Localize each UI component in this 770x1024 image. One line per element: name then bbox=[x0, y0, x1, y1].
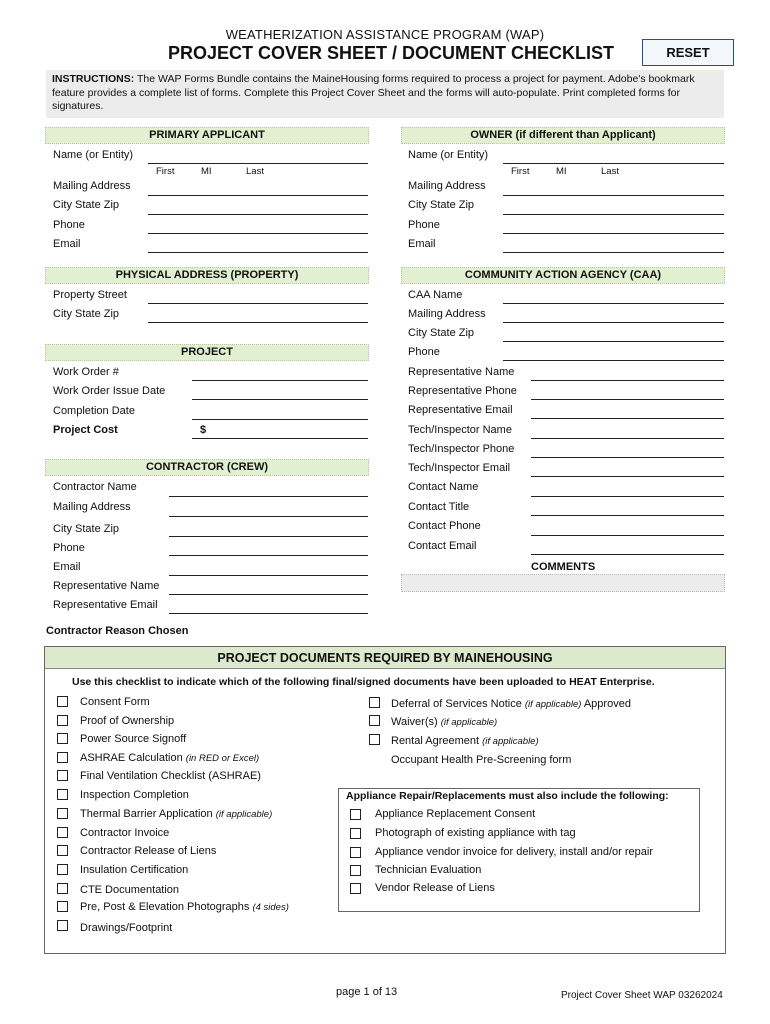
consent-form-checkbox[interactable] bbox=[57, 696, 68, 707]
contractor-invoice-checkbox[interactable] bbox=[57, 827, 68, 838]
appliance-consent-label: Appliance Replacement Consent bbox=[375, 808, 536, 820]
thermal-barrier-checkbox[interactable] bbox=[57, 808, 68, 819]
caa-header: COMMUNITY ACTION AGENCY (CAA) bbox=[401, 267, 725, 284]
caa-rep-name-label: Representative Name bbox=[408, 366, 515, 378]
caa-contact-phone-label: Contact Phone bbox=[408, 520, 481, 532]
document-id: Project Cover Sheet WAP 03262024 bbox=[561, 990, 723, 1001]
inspection-completion-label: Inspection Completion bbox=[80, 789, 189, 801]
page-title: PROJECT COVER SHEET / DOCUMENT CHECKLIST bbox=[168, 43, 615, 63]
owner-last-label: Last bbox=[601, 166, 619, 177]
final-ventilation-label: Final Ventilation Checklist (ASHRAE) bbox=[80, 770, 261, 782]
completion-date-field[interactable] bbox=[192, 419, 368, 420]
contractor-email-label: Email bbox=[53, 561, 81, 573]
appliance-consent-checkbox[interactable] bbox=[350, 809, 361, 820]
deferral-notice-note: (if applicable) bbox=[524, 699, 582, 710]
caa-contact-name-label: Contact Name bbox=[408, 481, 479, 493]
photographs-checkbox[interactable] bbox=[57, 901, 68, 912]
contractor-phone-label: Phone bbox=[53, 542, 85, 554]
primary-applicant-header: PRIMARY APPLICANT bbox=[45, 127, 369, 144]
applicant-email-label: Email bbox=[53, 238, 81, 250]
comments-field[interactable] bbox=[401, 574, 725, 592]
issue-date-label: Work Order Issue Date bbox=[53, 385, 166, 397]
caa-rep-name-field[interactable] bbox=[531, 380, 724, 381]
work-order-field[interactable] bbox=[192, 380, 368, 381]
instructions-text: The WAP Forms Bundle contains the MaineHousing forms required to process a project for payment. Adobe's bookmark feature provides a complete list of forms. Complete this Project Cover Sheet and the forms will auto-populate. Print completed forms for signatures. bbox=[52, 73, 695, 112]
thermal-barrier-label: Thermal Barrier Application (if applicable) bbox=[80, 808, 273, 820]
inspection-completion-checkbox[interactable] bbox=[57, 789, 68, 800]
page-number: page 1 of 13 bbox=[336, 986, 398, 998]
owner-mi-label: MI bbox=[556, 166, 567, 177]
contractor-mailing-field[interactable] bbox=[169, 516, 368, 517]
occupant-health-label: Occupant Health Pre-Screening form bbox=[391, 754, 572, 766]
instructions bbox=[46, 70, 724, 118]
contractor-release-checkbox[interactable] bbox=[57, 845, 68, 856]
waivers-label: Waiver(s) (if applicable) bbox=[391, 716, 498, 728]
project-header: PROJECT bbox=[45, 344, 369, 361]
caa-contact-title-field[interactable] bbox=[531, 515, 724, 516]
applicant-phone-label: Phone bbox=[53, 219, 85, 231]
caa-tech-email-label: Tech/Inspector Email bbox=[408, 462, 511, 474]
property-street-field[interactable] bbox=[148, 303, 368, 304]
rental-agreement-checkbox[interactable] bbox=[369, 734, 380, 745]
rental-agreement-label: Rental Agreement (if applicable) bbox=[391, 735, 539, 747]
applicant-mi-label: MI bbox=[201, 166, 212, 177]
thermal-barrier-note: (if applicable) bbox=[215, 809, 273, 820]
contractor-invoice-label: Contractor Invoice bbox=[80, 827, 170, 839]
caa-contact-name-field[interactable] bbox=[531, 496, 724, 497]
caa-rep-email-label: Representative Email bbox=[408, 404, 513, 416]
contractor-phone-field[interactable] bbox=[169, 555, 368, 556]
appliance-invoice-label: Appliance vendor invoice for delivery, install and/or repair bbox=[375, 846, 653, 858]
contractor-rep-name-label: Representative Name bbox=[53, 580, 160, 592]
owner-name-field[interactable] bbox=[503, 163, 724, 164]
applicant-mailing-field[interactable] bbox=[148, 195, 368, 196]
ashrae-calc-note: (in RED or Excel) bbox=[185, 753, 260, 764]
applicant-name-field[interactable] bbox=[148, 163, 368, 164]
project-cost-label: Project Cost bbox=[53, 424, 118, 436]
applicant-email-field[interactable] bbox=[148, 252, 368, 253]
deferral-notice-checkbox[interactable] bbox=[369, 697, 380, 708]
completion-date-label: Completion Date bbox=[53, 405, 135, 417]
owner-phone-field[interactable] bbox=[503, 233, 724, 234]
owner-header: OWNER (if different than Applicant) bbox=[401, 127, 725, 144]
caa-phone-field[interactable] bbox=[503, 360, 724, 361]
caa-tech-name-field[interactable] bbox=[531, 438, 724, 439]
contractor-rep-email-field[interactable] bbox=[169, 613, 368, 614]
appliance-photo-checkbox[interactable] bbox=[350, 828, 361, 839]
caa-rep-phone-field[interactable] bbox=[531, 399, 724, 400]
power-source-checkbox[interactable] bbox=[57, 733, 68, 744]
caa-tech-name-label: Tech/Inspector Name bbox=[408, 424, 512, 436]
appliance-photo-label: Photograph of existing appliance with tag bbox=[375, 827, 576, 839]
caa-tech-email-field[interactable] bbox=[531, 476, 724, 477]
documents-instruction: Use this checklist to indicate which of the following final/signed documents have been uploaded to HEAT Enterprise. bbox=[72, 676, 655, 688]
caa-tech-phone-field[interactable] bbox=[531, 457, 724, 458]
contractor-email-field[interactable] bbox=[169, 575, 368, 576]
owner-phone-label: Phone bbox=[408, 219, 440, 231]
applicant-city-label: City State Zip bbox=[53, 199, 120, 211]
contractor-release-label: Contractor Release of Liens bbox=[80, 845, 217, 857]
physical-address-header: PHYSICAL ADDRESS (PROPERTY) bbox=[45, 267, 369, 284]
insulation-cert-label: Insulation Certification bbox=[80, 864, 189, 876]
consent-form-label: Consent Form bbox=[80, 696, 150, 708]
property-city-field[interactable] bbox=[148, 322, 368, 323]
caa-tech-phone-label: Tech/Inspector Phone bbox=[408, 443, 515, 455]
proof-of-ownership-checkbox[interactable] bbox=[57, 715, 68, 726]
project-cost-field[interactable] bbox=[192, 438, 368, 439]
technician-eval-label: Technician Evaluation bbox=[375, 864, 482, 876]
caa-name-label: CAA Name bbox=[408, 289, 463, 301]
applicant-name-label: Name (or Entity) bbox=[53, 149, 134, 161]
applicant-phone-field[interactable] bbox=[148, 233, 368, 234]
drawings-label: Drawings/Footprint bbox=[80, 922, 173, 934]
contractor-city-field[interactable] bbox=[169, 536, 368, 537]
owner-city-field[interactable] bbox=[503, 214, 724, 215]
comments-label: COMMENTS bbox=[531, 561, 596, 573]
photographs-label: Pre, Post & Elevation Photographs (4 sides) bbox=[80, 901, 289, 913]
rental-agreement-note: (if applicable) bbox=[482, 736, 539, 747]
contractor-name-field[interactable] bbox=[169, 496, 368, 497]
appliance-invoice-checkbox[interactable] bbox=[350, 847, 361, 858]
caa-contact-email-label: Contact Email bbox=[408, 540, 477, 552]
contractor-name-label: Contractor Name bbox=[53, 481, 137, 493]
property-street-label: Property Street bbox=[53, 289, 127, 301]
cte-documentation-checkbox[interactable] bbox=[57, 883, 68, 894]
owner-mailing-label: Mailing Address bbox=[408, 180, 486, 192]
contractor-mailing-label: Mailing Address bbox=[53, 501, 131, 513]
caa-mailing-label: Mailing Address bbox=[408, 308, 486, 320]
documents-header: PROJECT DOCUMENTS REQUIRED BY MAINEHOUSING bbox=[45, 647, 725, 669]
applicant-last-label: Last bbox=[246, 166, 264, 177]
ashrae-calc-label: ASHRAE Calculation (in RED or Excel) bbox=[80, 752, 260, 764]
owner-name-label: Name (or Entity) bbox=[408, 149, 489, 161]
photographs-note: (4 sides) bbox=[252, 902, 289, 913]
owner-email-label: Email bbox=[408, 238, 436, 250]
instructions-label: INSTRUCTIONS: bbox=[52, 73, 135, 85]
contractor-rep-email-label: Representative Email bbox=[53, 599, 158, 611]
drawings-checkbox[interactable] bbox=[57, 920, 68, 931]
vendor-release-checkbox[interactable] bbox=[350, 883, 361, 894]
owner-city-label: City State Zip bbox=[408, 199, 475, 211]
reset-button[interactable]: RESET bbox=[642, 39, 734, 66]
applicant-mailing-label: Mailing Address bbox=[53, 180, 131, 192]
work-order-label: Work Order # bbox=[53, 366, 119, 378]
caa-city-field[interactable] bbox=[503, 341, 724, 342]
appliance-title: Appliance Repair/Replacements must also include the following: bbox=[346, 790, 669, 802]
contractor-header: CONTRACTOR (CREW) bbox=[45, 459, 369, 476]
caa-contact-title-label: Contact Title bbox=[408, 501, 470, 513]
waivers-note: (if applicable) bbox=[440, 717, 498, 728]
caa-mailing-field[interactable] bbox=[503, 322, 724, 323]
caa-rep-email-field[interactable] bbox=[531, 418, 724, 419]
owner-email-field[interactable] bbox=[503, 252, 724, 253]
applicant-city-field[interactable] bbox=[148, 214, 368, 215]
property-city-label: City State Zip bbox=[53, 308, 120, 320]
contractor-city-label: City State Zip bbox=[53, 523, 120, 535]
caa-name-field[interactable] bbox=[503, 303, 724, 304]
caa-phone-label: Phone bbox=[408, 346, 440, 358]
deferral-notice-label: Deferral of Services Notice (if applicable) Approved bbox=[391, 698, 631, 710]
waivers-checkbox[interactable] bbox=[369, 715, 380, 726]
caa-contact-email-field[interactable] bbox=[531, 554, 724, 555]
applicant-first-label: First bbox=[156, 166, 175, 177]
cte-documentation-label: CTE Documentation bbox=[80, 884, 180, 896]
owner-first-label: First bbox=[511, 166, 530, 177]
vendor-release-label: Vendor Release of Liens bbox=[375, 882, 495, 894]
contractor-reason-label: Contractor Reason Chosen bbox=[46, 625, 189, 637]
contractor-rep-name-field[interactable] bbox=[169, 594, 368, 595]
ashrae-calc-checkbox[interactable] bbox=[57, 752, 68, 763]
insulation-cert-checkbox[interactable] bbox=[57, 864, 68, 875]
currency-symbol: $ bbox=[200, 424, 207, 436]
caa-city-label: City State Zip bbox=[408, 327, 475, 339]
program-title: WEATHERIZATION ASSISTANCE PROGRAM (WAP) bbox=[225, 27, 545, 42]
proof-of-ownership-label: Proof of Ownership bbox=[80, 715, 175, 727]
owner-mailing-field[interactable] bbox=[503, 195, 724, 196]
final-ventilation-checkbox[interactable] bbox=[57, 770, 68, 781]
caa-contact-phone-field[interactable] bbox=[531, 535, 724, 536]
caa-rep-phone-label: Representative Phone bbox=[408, 385, 517, 397]
power-source-label: Power Source Signoff bbox=[80, 733, 187, 745]
issue-date-field[interactable] bbox=[192, 399, 368, 400]
technician-eval-checkbox[interactable] bbox=[350, 865, 361, 876]
